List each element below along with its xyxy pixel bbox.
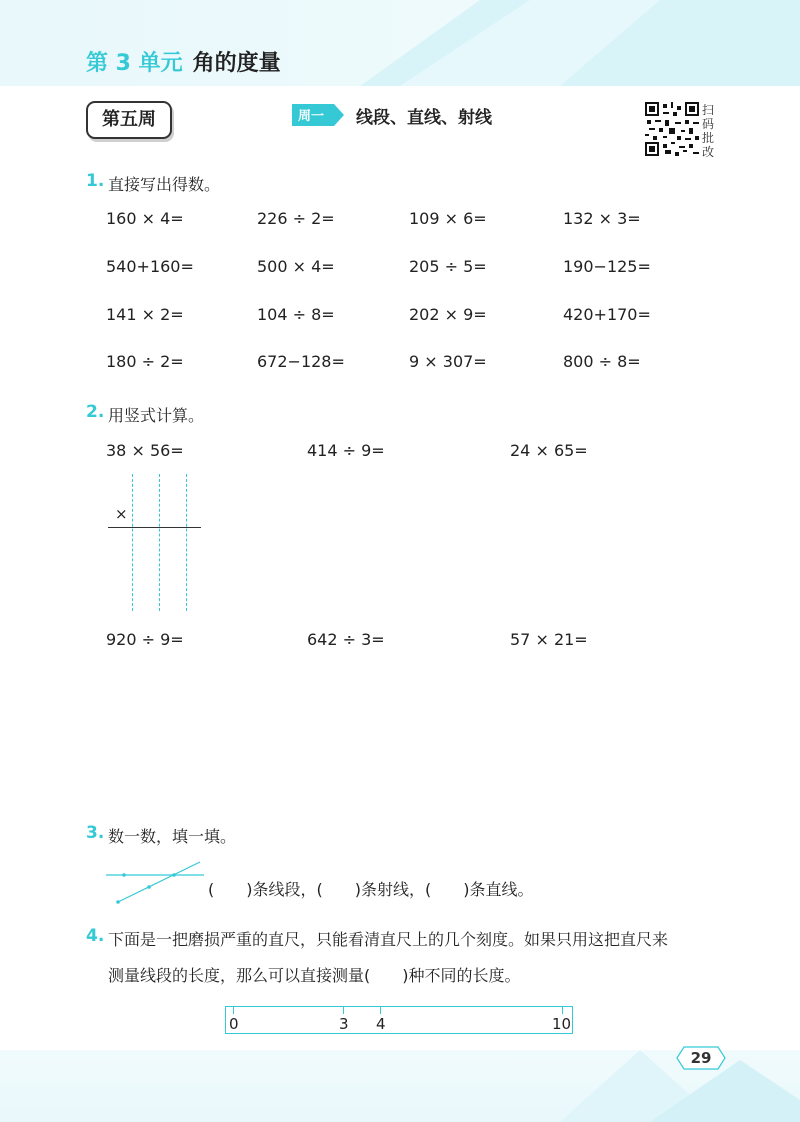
q1-item: 104 ÷ 8= <box>257 305 335 324</box>
calc-underline <box>108 527 201 528</box>
q1-item: 420+170= <box>563 305 651 324</box>
topic-title: 线段、直线、射线 <box>356 108 492 128</box>
q2-problem: 24 × 65= <box>510 441 588 460</box>
q3-number: 3. <box>86 823 105 843</box>
q2-problem: 38 × 56= <box>106 441 184 460</box>
ruler-tick <box>233 1006 234 1014</box>
q4-text-line1: 下面是一把磨损严重的直尺，只能看清直尺上的几个刻度。如果只用这把直尺来 <box>108 930 669 949</box>
q1-item: 9 × 307= <box>409 352 487 371</box>
unit-label: 第 3 单元 <box>86 51 183 76</box>
header-decoration <box>360 0 800 86</box>
q4-text-line2: 测量线段的长度，那么可以直接测量( )种不同的长度。 <box>108 966 521 985</box>
unit-title <box>86 46 281 77</box>
ruler-tick <box>380 1006 381 1014</box>
q2-problem: 920 ÷ 9= <box>106 630 184 649</box>
week-badge: 第五周 <box>86 101 172 139</box>
q3-title: 数一数，填一填。 <box>108 827 237 846</box>
column-guide-line <box>186 474 187 611</box>
ruler-mark-label: 0 <box>229 1015 239 1033</box>
q1-title: 直接写出得数。 <box>108 175 221 194</box>
q2-problem: 414 ÷ 9= <box>307 441 385 460</box>
qr-caption: 扫码批改 <box>702 103 715 159</box>
day-label: 周一 <box>298 109 325 124</box>
q4-number: 4. <box>86 926 105 946</box>
ruler-tick <box>343 1006 344 1014</box>
q1-item: 540+160= <box>106 257 194 276</box>
column-guide-line <box>132 474 133 611</box>
times-sign: × <box>115 505 128 523</box>
ruler-mark-label: 3 <box>339 1015 349 1033</box>
q2-problem: 642 ÷ 3= <box>307 630 385 649</box>
column-guide-line <box>159 474 160 611</box>
q1-item: 672−128= <box>257 352 345 371</box>
q1-item: 205 ÷ 5= <box>409 257 487 276</box>
q1-item: 180 ÷ 2= <box>106 352 184 371</box>
q1-number: 1. <box>86 171 105 191</box>
q1-item: 160 × 4= <box>106 209 184 228</box>
q1-item: 132 × 3= <box>563 209 641 228</box>
q1-item: 109 × 6= <box>409 209 487 228</box>
q1-item: 190−125= <box>563 257 651 276</box>
ruler-mark-label: 4 <box>376 1015 386 1033</box>
q1-item: 226 ÷ 2= <box>257 209 335 228</box>
ruler-tick <box>562 1006 563 1014</box>
q1-item: 141 × 2= <box>106 305 184 324</box>
q1-item: 202 × 9= <box>409 305 487 324</box>
ruler-mark-label: 10 <box>552 1015 572 1033</box>
q2-problem: 57 × 21= <box>510 630 588 649</box>
qr-code[interactable] <box>645 102 699 156</box>
ruler <box>225 1006 573 1034</box>
q2-number: 2. <box>86 402 105 422</box>
lines-figure <box>104 860 204 906</box>
q1-item: 800 ÷ 8= <box>563 352 641 371</box>
q3-answer-line: ( )条线段，( )条射线，( )条直线。 <box>208 880 534 899</box>
q2-title: 用竖式计算。 <box>108 406 205 425</box>
q1-item: 500 × 4= <box>257 257 335 276</box>
unit-name: 角的度量 <box>192 51 281 76</box>
page-number: 29 <box>690 1049 712 1067</box>
